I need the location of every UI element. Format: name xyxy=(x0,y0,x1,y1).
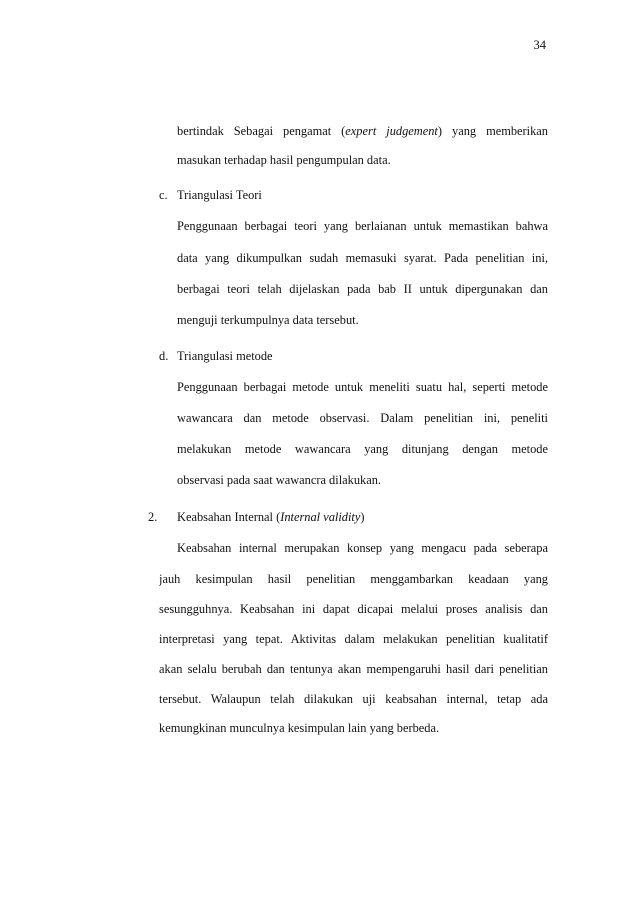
section-2-line-7: kemungkinan munculnya kesimpulan lain yang berbeda. xyxy=(159,721,440,735)
continuation-text-end: ) yang memberikan xyxy=(437,124,548,138)
section-c-line-1: Penggunaan berbagai teori yang berlaianan untuk memastikan bahwa xyxy=(177,219,548,233)
section-d-line-1: Penggunaan berbagai metode untuk meneliti suatu hal, seperti metode xyxy=(177,380,548,394)
section-c-marker: c. xyxy=(159,188,168,202)
continuation-line-2: masukan terhadap hasil pengumpulan data. xyxy=(177,153,391,167)
continuation-line-1 xyxy=(177,123,548,139)
section-2-line-1: Keabsahan internal merupakan konsep yang mengacu pada seberapa xyxy=(177,541,548,555)
section-2-title-start: Keabsahan Internal ( xyxy=(177,510,281,524)
section-c-line-2: data yang dikumpulkan sudah memasuki syarat. Pada penelitian ini, xyxy=(177,251,548,265)
section-2-line-2: jauh kesimpulan hasil penelitian menggambarkan keadaan yang xyxy=(159,572,548,586)
internal-validity-term: Internal validity xyxy=(280,510,361,524)
section-c-line-3: berbagai teori telah dijelaskan pada bab II untuk dipergunakan dan xyxy=(177,282,548,296)
page-number: 34 xyxy=(533,38,546,52)
section-2-line-4: interpretasi yang tepat. Aktivitas dalam melakukan penelitian kualitatif xyxy=(159,632,548,646)
expert-judgement-term: expert judgement xyxy=(345,124,438,138)
section-2-title-end: ) xyxy=(360,510,365,524)
section-2-title xyxy=(177,509,365,525)
section-d-line-3: melakukan metode wawancara yang ditunjang dengan metode xyxy=(177,442,548,456)
section-2-line-3: sesungguhnya. Keabsahan ini dapat dicapai melalui proses analisis dan xyxy=(159,602,548,616)
section-d-marker: d. xyxy=(159,349,169,363)
section-2-marker: 2. xyxy=(148,510,158,524)
section-2-line-5: akan selalu berubah dan tentunya akan mempengaruhi hasil dari penelitian xyxy=(159,662,548,676)
continuation-text-start: bertindak Sebagai pengamat ( xyxy=(177,124,346,138)
section-d-title: Triangulasi metode xyxy=(177,349,273,363)
section-2-line-6: tersebut. Walaupun telah dilakukan uji keabsahan internal, tetap ada xyxy=(159,692,548,706)
section-c-line-4: menguji terkumpulnya data tersebut. xyxy=(177,313,359,327)
section-c-title: Triangulasi Teori xyxy=(177,188,262,202)
section-d-line-2: wawancara dan metode observasi. Dalam penelitian ini, peneliti xyxy=(177,411,548,425)
section-d-line-4: observasi pada saat wawancra dilakukan. xyxy=(177,473,382,487)
